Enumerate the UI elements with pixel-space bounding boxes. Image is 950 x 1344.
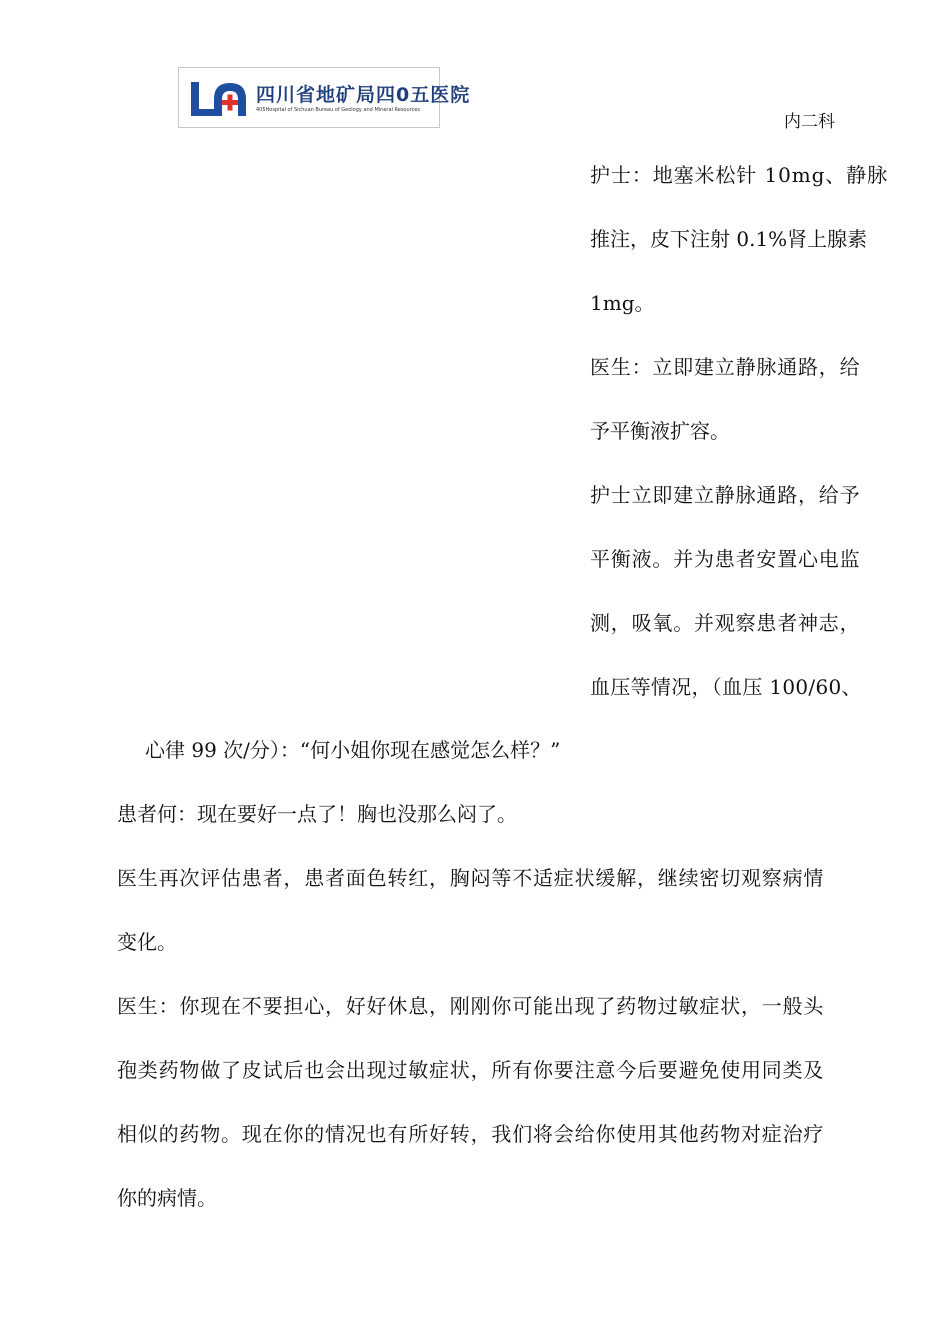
logo-hospital-name: 四川省地矿局四0五医院 xyxy=(256,84,471,106)
body-line: 医生再次评估患者，患者面色转红，胸闷等不适症状缓解，继续密切观察病情 xyxy=(117,866,825,890)
body-line: 护士立即建立静脉通路，给予 xyxy=(590,483,861,507)
body-line: 推注，皮下注射 0.1%肾上腺素 xyxy=(590,227,868,251)
body-line: 心律 99 次/分）：“何小姐你现在感觉怎么样？” xyxy=(145,738,561,762)
body-line: 平衡液。并为患者安置心电监 xyxy=(590,547,861,571)
body-line: 你的病情。 xyxy=(117,1186,217,1210)
body-line: 医生：立即建立静脉通路，给 xyxy=(590,355,861,379)
body-line: 孢类药物做了皮试后也会出现过敏症状，所有你要注意今后要避免使用同类及 xyxy=(117,1058,825,1082)
body-line: 护士：地塞米松针 10mg、静脉 xyxy=(590,163,888,187)
body-line: 医生：你现在不要担心，好好休息，刚刚你可能出现了药物过敏症状，一般头 xyxy=(117,994,825,1018)
body-line: 测，吸氧。并观察患者神志， xyxy=(590,611,861,635)
body-line: 予平衡液扩容。 xyxy=(590,419,730,443)
body-line: 变化。 xyxy=(117,930,177,954)
department-label: 内二科 xyxy=(784,112,835,132)
body-line: 血压等情况，（血压 100/60、 xyxy=(590,675,862,699)
hospital-logo-icon xyxy=(188,79,250,119)
body-line: 1mg。 xyxy=(590,291,655,315)
hospital-logo xyxy=(178,67,471,128)
body-line: 患者何：现在要好一点了！胸也没那么闷了。 xyxy=(117,802,517,826)
logo-english-name: 405Hospital of Sichuan Bureau of Geology and Mineral Resources xyxy=(256,107,421,113)
body-line: 相似的药物。现在你的情况也有所好转，我们将会给你使用其他药物对症治疗 xyxy=(117,1122,825,1146)
